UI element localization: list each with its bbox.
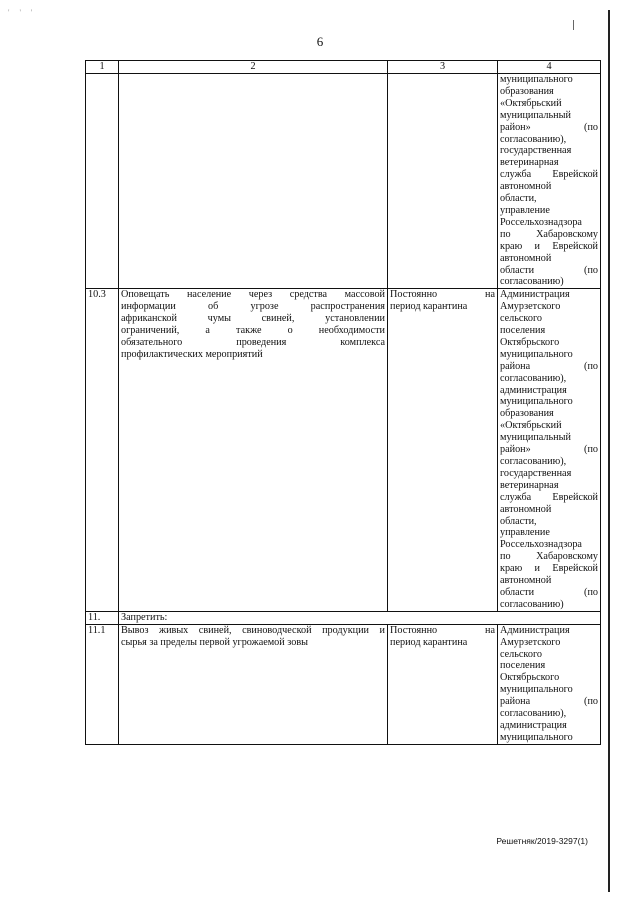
text-line: муниципального [500,684,573,696]
text-line: профилактических мероприятий [121,348,263,360]
text-line: Постоянно на [390,624,495,636]
text-line: африканской чумы свиней, установлении [121,313,385,325]
text-line: муниципального [500,731,573,743]
text-line: краю и Еврейской [500,240,598,252]
text-line: государственная [500,467,572,479]
table-row [86,74,601,289]
action-cell [119,624,388,744]
text-line: области (по [500,264,598,276]
table-row [86,624,601,744]
row-number: 11. [86,611,119,624]
text-line: Администрация [500,289,570,301]
header-col-2: 2 [119,61,388,74]
text-line: ветеринарная [500,157,559,169]
responsible-cell [498,289,601,611]
text-line: сельского [500,648,542,660]
row-number: 10.3 [86,289,119,611]
text-line: муниципальный [500,109,571,121]
text-line: согласованию), [500,708,567,720]
text-line: района (по [500,696,598,708]
action-cell [119,74,388,289]
text-line: краю и Еврейской [500,563,598,575]
term-cell [388,289,498,611]
text-line: ограничений, а также о необходимости [121,325,385,337]
text-line: администрация [500,719,567,731]
section-title [119,611,601,624]
text-line: Администрация [500,624,570,636]
scan-marks: ' ' ' [8,8,37,17]
text-line: района (по [500,360,598,372]
text-line: поселения [500,325,546,337]
action-cell [119,289,388,611]
text-line: служба Еврейской [500,491,598,503]
scan-tick [573,20,574,30]
measures-table [85,60,601,745]
table-row [86,289,601,611]
text-line: сырья за пределы первой угрожаемой зовы [121,636,308,648]
responsible-cell [498,624,601,744]
text-line: управление [500,204,550,216]
header-col-4: 4 [498,61,601,74]
text-line: служба Еврейской [500,169,598,181]
text-line: по Хабаровскому [500,228,598,240]
text-line: муниципального [500,74,573,85]
text-line: области, [500,193,537,205]
text-line: сельского [500,313,542,325]
text-line: образования [500,408,554,420]
text-line: муниципальный [500,432,571,444]
text-line: согласованию), [500,456,567,467]
responsible-cell [498,74,601,289]
row-number: 11.1 [86,624,119,744]
text-line: период карантина [390,301,468,313]
term-cell [388,624,498,744]
text-line: управление [500,527,550,539]
text-line: государственная [500,145,572,157]
text-line: обязательного проведения комплекса [121,336,385,348]
text-line: поселения [500,660,546,672]
text-line: автономной [500,181,552,193]
text-line: «Октябрьский [500,97,562,109]
text-line: район» (по [500,121,598,133]
page-number: 6 [316,34,324,49]
text-line: район» (по [500,444,598,456]
text-line: Оповещать население через средства массовой [121,289,385,301]
text-line: Амурзетского [500,636,561,648]
text-line: администрация [500,384,567,396]
text-line: муниципального [500,348,573,360]
text-line: согласованию), [500,133,567,145]
text-line: Россельхознадзора [500,539,582,551]
text-line: Октябрьского [500,672,560,684]
term-cell [388,74,498,289]
header-col-3: 3 [388,61,498,74]
text-line: по Хабаровскому [500,551,598,563]
text-line: согласованию) [500,276,564,288]
text-line: автономной [500,575,552,587]
text-line: Постоянно на [390,289,495,301]
text-line: Октябрьского [500,336,560,348]
header-col-1: 1 [86,61,119,74]
table-header-row [86,61,601,74]
row-number [86,74,119,289]
text-line: Вывоз живых свиней, свиноводческой продукции и [121,624,385,636]
text-line: муниципального [500,396,573,408]
text-line: «Октябрьский [500,420,562,432]
text-line: период карантина [390,636,468,648]
document-footer-code: Решетняк/2019-3297(1) [496,836,588,846]
text-line: автономной [500,252,552,264]
text-line: Амурзетского [500,301,561,313]
table-row [86,611,601,624]
scan-edge-line [608,10,610,892]
text-line: информации об угрозе распространения [121,301,385,313]
text-line: согласованию), [500,372,567,384]
text-line: области, [500,515,537,527]
text-line: автономной [500,503,552,515]
text-line: ветеринарная [500,479,559,491]
text-line: образования [500,85,554,97]
text-line: Запретить: [121,611,168,623]
text-line: Россельхознадзора [500,216,582,228]
text-line: согласованию) [500,598,564,610]
text-line: области (по [500,586,598,598]
table-body [86,74,601,745]
